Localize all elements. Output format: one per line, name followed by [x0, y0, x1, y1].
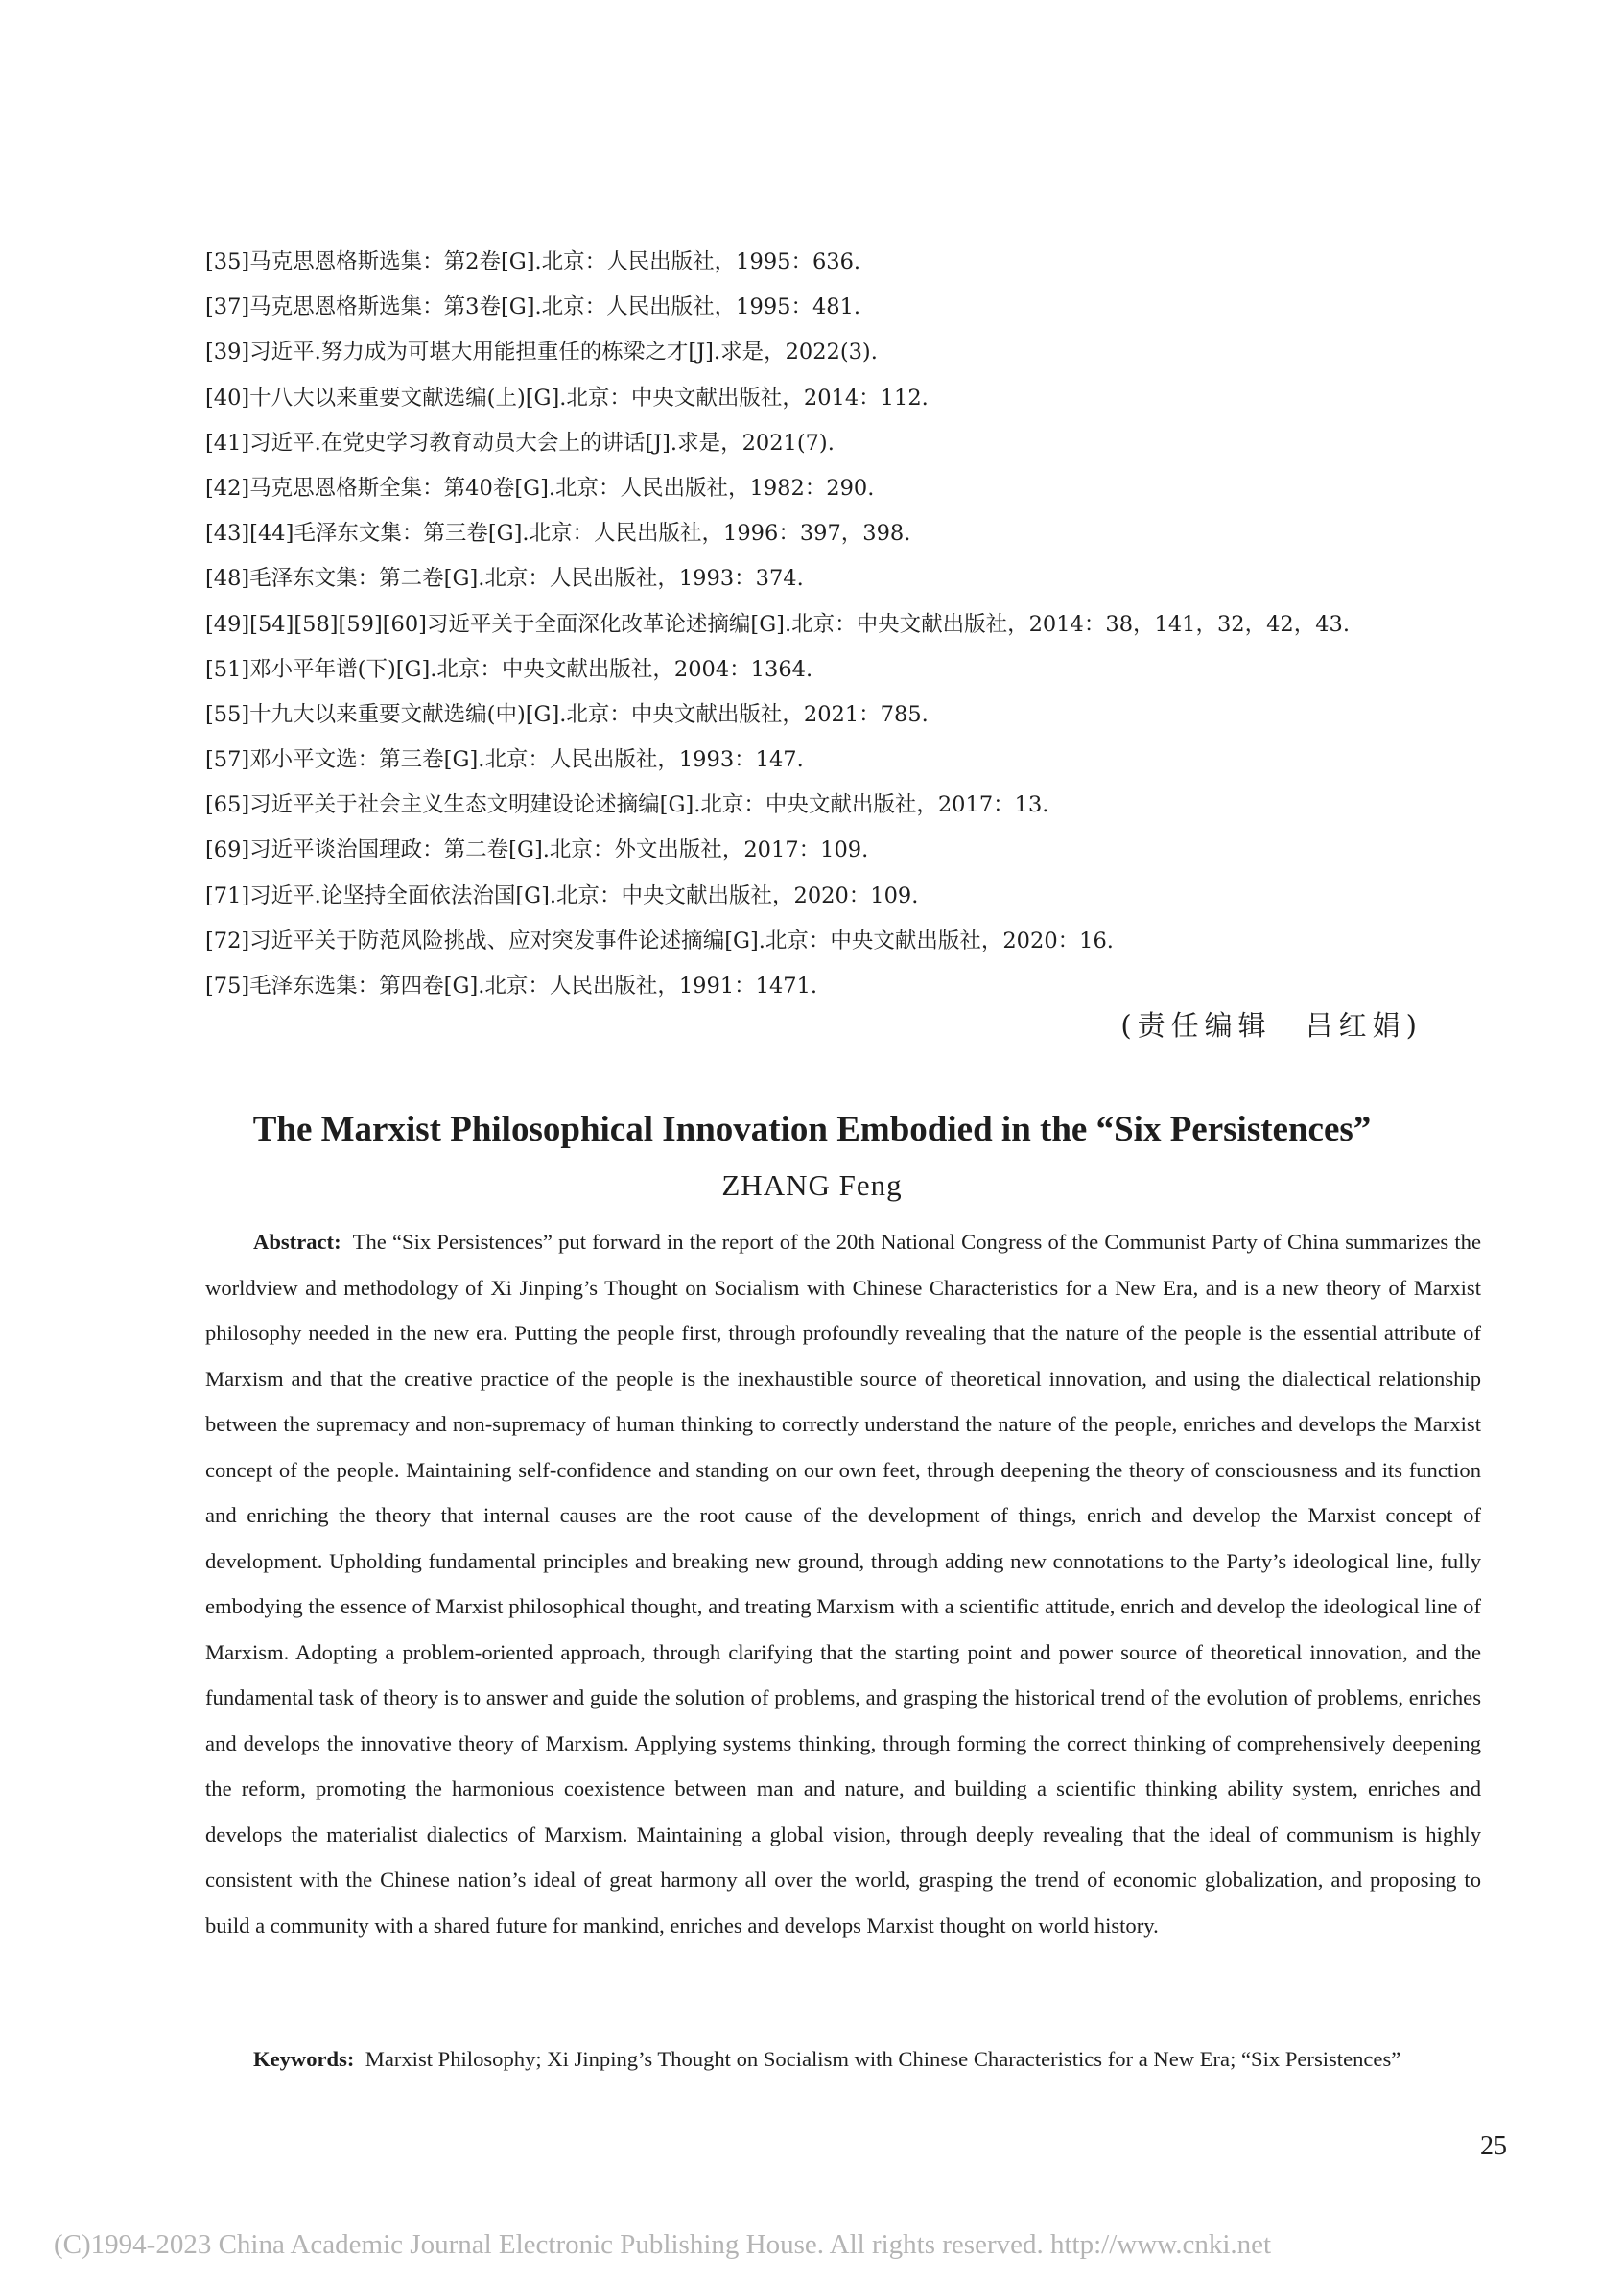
reference-item: [39]习近平.努力成为可堪大用能担重任的栋梁之才[J].求是，2022(3). — [205, 340, 878, 365]
english-keywords — [205, 2036, 1481, 2082]
keywords-text: Marxist Philosophy; Xi Jinping’s Thought on Socialism with Chinese Characteristics for a New Era; “Six Persistences” — [365, 2047, 1401, 2071]
keywords-label: Keywords: — [253, 2047, 355, 2071]
reference-item: [42]马克思恩格斯全集：第40卷[G].北京：人民出版社，1982：290. — [205, 475, 875, 501]
reference-item: [41]习近平.在党史学习教育动员大会上的讲话[J].求是，2021(7). — [205, 430, 835, 456]
abstract-text: The “Six Persistences” put forward in the report of the 20th National Congress of the Communist Party of China summarizes the worldview and methodology of Xi Jinping’s Thought on Socialism with Chinese Characteristics for a New Era, and is a new theory of Marxist philosophy needed in the new era. Putting the people first, through profoundly revealing that the nature of the people is the essential attribute of Marxism and that the creative practice of the people is the inexhaustible source of theoretical innovation, and using the dialectical relationship between the supremacy and non-supremacy of human thinking to correctly understand the nature of the people, enriches and develops the Marxist concept of the people. Maintaining self-confidence and standing on our own feet, through deepening the theory of consciousness and its function and enriching the theory that internal causes are the root cause of the development of things, enrich and develop the Marxist concept of development. Upholding fundamental principles and breaking new ground, through adding new connotations to the Party’s ideological line, fully embodying the essence of Marxist philosophical thought, and treating Marxism with a scientific attitude, enrich and develop the ideological line of Marxism. Adopting a problem-oriented approach, through clarifying that the starting point and power source of theoretical innovation, and the fundamental task of theory is to answer and guide the solution of problems, and grasping the historical trend of the evolution of problems, enriches and develops the innovative theory of Marxism. Applying systems thinking, through forming the correct thinking of comprehensively deepening the reform, promoting the harmonious coexistence between man and nature, and building a scientific thinking ability system, enriches and develops the materialist dialectics of Marxism. Maintaining a global vision, through deeply revealing that the ideal of communism is highly consistent with the Chinese nation’s ideal of great harmony all over the world, grasping the trend of economic globalization, and proposing to build a community with a shared future for mankind, enriches and develops Marxist thought on world history. — [205, 1230, 1481, 1938]
english-title: The Marxist Philosophical Innovation Embodied in the “Six Persistences” — [252, 1110, 1372, 1149]
reference-item: [40]十八大以来重要文献选编(上)[G].北京：中央文献出版社，2014：112. — [205, 385, 929, 411]
english-author: ZHANG Feng — [721, 1168, 903, 1202]
reference-item: [65]习近平关于社会主义生态文明建设论述摘编[G].北京：中央文献出版社，2017：13. — [205, 792, 1049, 818]
reference-item: [55]十九大以来重要文献选编(中)[G].北京：中央文献出版社，2021：785. — [205, 701, 929, 727]
reference-item: [51]邓小平年谱(下)[G].北京：中央文献出版社，2004：1364. — [205, 656, 813, 682]
english-abstract — [205, 1219, 1481, 1948]
reference-item: [71]习近平.论坚持全面依法治国[G].北京：中央文献出版社，2020：109. — [205, 882, 919, 908]
copyright-footer: (C)1994-2023 China Academic Journal Electronic Publishing House. All rights reserved. http://www.cnki.net — [54, 2229, 1272, 2260]
reference-item: [35]马克思恩格斯选集：第2卷[G].北京：人民出版社，1995：636. — [205, 249, 861, 274]
page-number: 25 — [1480, 2131, 1507, 2161]
reference-item: [72]习近平关于防范风险挑战、应对突发事件论述摘编[G].北京：中央文献出版社，2020：16. — [205, 928, 1114, 953]
reference-item: [43][44]毛泽东文集：第三卷[G].北京：人民出版社，1996：397，398. — [205, 521, 911, 547]
reference-item: [37]马克思恩格斯选集：第3卷[G].北京：人民出版社，1995：481. — [205, 294, 861, 320]
reference-item: [75]毛泽东选集：第四卷[G].北京：人民出版社，1991：1471. — [205, 974, 818, 999]
reference-item: [49][54][58][59][60]习近平关于全面深化改革论述摘编[G].北京：中央文献出版社，2014：38，141，32，42，43. — [205, 611, 1350, 637]
reference-item: [57]邓小平文选：第三卷[G].北京：人民出版社，1993：147. — [205, 747, 804, 773]
abstract-label: Abstract: — [253, 1230, 341, 1254]
reference-list — [205, 240, 1491, 1009]
editor-note: (责任编辑 吕红娟) — [1120, 1009, 1423, 1042]
reference-item: [69]习近平谈治国理政：第二卷[G].北京：外文出版社，2017：109. — [205, 837, 869, 863]
reference-item: [48]毛泽东文集：第二卷[G].北京：人民出版社，1993：374. — [205, 566, 804, 592]
